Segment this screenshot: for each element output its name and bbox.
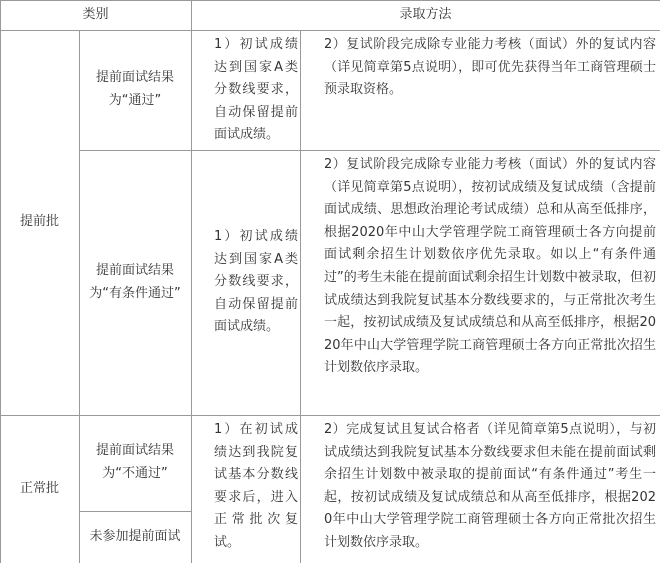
early-result-passed: 提前面试结果 为“通过”: [95, 70, 174, 108]
regular-method: 2）完成复试且复试合格者（详见简章第5点说明），与初试成绩达到我院复试基本分数线要求但未能在提前面试剩余招生计划数中被录取的提前面试“有条件通过”考生一起，按初试成绩及复试成绩总和从高至低排序，根据2020年中山大学管理学院工商管理硕士各方向正常批次招生计划数依序录取。: [324, 422, 656, 550]
early-passed-condition: 1）初试成绩达到国家A类分数线要求，自动保留提前面试成绩。: [214, 37, 298, 143]
regular-condition: 1）在初试成绩达到我院复试基本分数线要求后，进入正常批次复试。: [214, 422, 298, 550]
batch-early: 提前批: [19, 214, 59, 230]
regular-result-failed: 提前面试结果 为“不通过”: [95, 443, 174, 481]
batch-regular: 正常批: [19, 480, 59, 496]
header-admission-method: 录取方法: [399, 6, 452, 22]
early-result-conditional: 提前面试结果 为“有条件通过”: [89, 262, 181, 301]
header-category: 类别: [82, 6, 109, 22]
early-conditional-method: 2）复试阶段完成除专业能力考核（面试）外的复试内容（详见简章第5点说明），按初试成绩及复试成绩（含提前面试成绩、思想政治理论考试成绩）总和从高至低排序，根据2020年中山大学管理学院工商管理硕士各方向提前面试剩余招生计划数依序优先录取。如以上“有条件通过”的考生未能在提前面试剩余招生计划数中被录取，但初试成绩达到我院复试基本分数线要求的，与正常批次考生一起，按初试成绩及复试成绩总和从高至低排序，根据2020年中山大学管理学院工商管理硕士各方向正常批次招生计划数依序录取。: [324, 157, 656, 376]
regular-result-not-attended: 未参加提前面试: [89, 528, 181, 544]
early-conditional-condition: 1）初试成绩达到国家A类分数线要求，自动保留提前面试成绩。: [214, 229, 298, 335]
early-passed-method: 2）复试阶段完成除专业能力考核（面试）外的复试内容（详见简章第5点说明），即可优先获得当年工商管理硕士预录取资格。: [324, 37, 656, 98]
